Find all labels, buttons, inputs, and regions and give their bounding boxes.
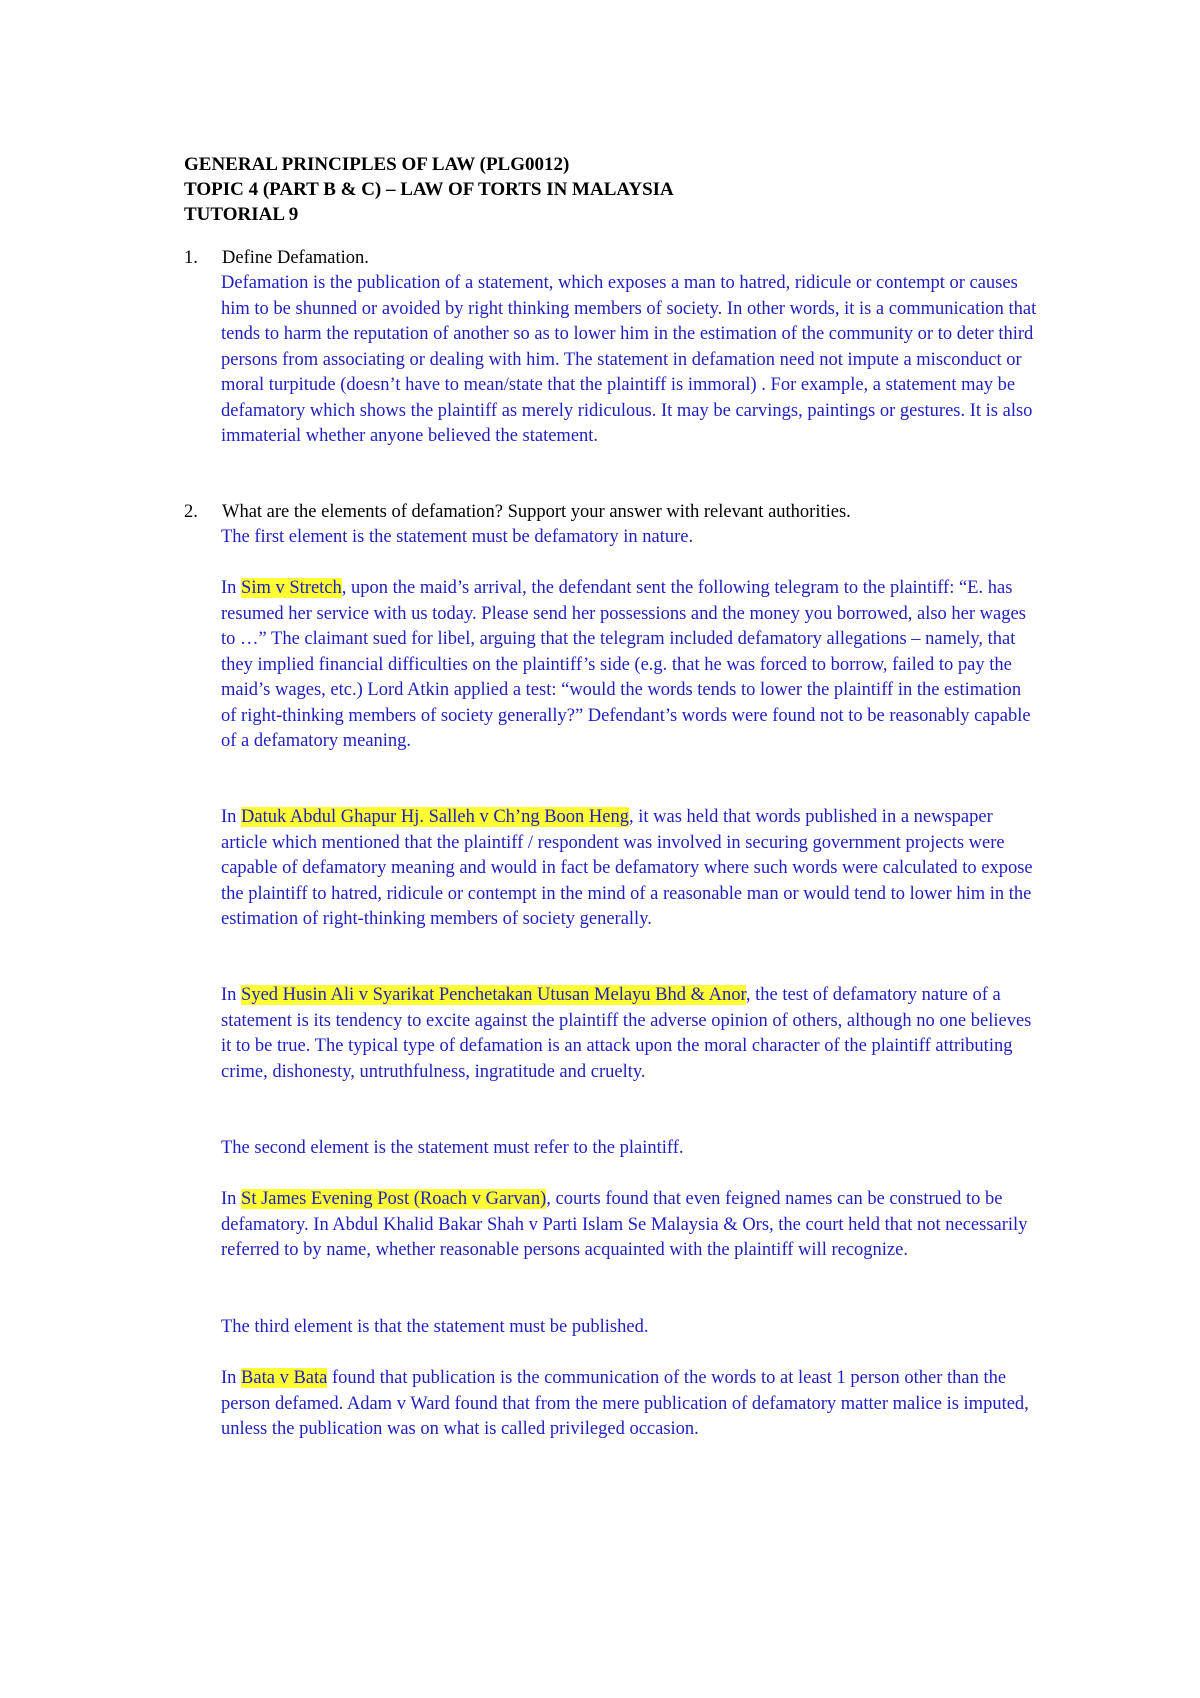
answer-paragraph: The third element is that the statement must be published. <box>221 1317 649 1337</box>
question-text: Define Defamation. <box>222 248 369 268</box>
case-name-highlight: Bata v Bata <box>241 1368 328 1388</box>
case-datuk-abdul-ghapur <box>221 805 1041 933</box>
answer-1 <box>221 271 1041 450</box>
question-2 <box>184 500 851 526</box>
answer-paragraph <box>221 983 1041 1085</box>
document-header <box>184 152 674 227</box>
element-1-text <box>221 525 1041 551</box>
case-bata-v-bata <box>221 1366 1041 1443</box>
case-text: , the test of defamatory nature of a statement is its tendency to excite against the plaintiff the adverse opinion of others, although no one believes it to be true. The typical type of defamation is an attack upon the moral character of the plaintiff attributing crime, dishonesty, untruthfulness, ingratitude and cruelty. <box>221 985 1032 1082</box>
topic-title: TOPIC 4 (PART B & C) – LAW OF TORTS IN MALAYSIA <box>184 179 674 200</box>
case-name-highlight: Syed Husin Ali v Syarikat Penchetakan Utusan Melayu Bhd & Anor <box>241 985 746 1005</box>
answer-paragraph: The first element is the statement must be defamatory in nature. <box>221 527 694 547</box>
case-prefix: In <box>221 1368 242 1388</box>
answer-paragraph: The second element is the statement must refer to the plaintiff. <box>221 1138 684 1158</box>
course-title: GENERAL PRINCIPLES OF LAW (PLG0012) <box>184 154 570 175</box>
case-name-highlight: Sim v Stretch <box>241 578 342 598</box>
case-prefix: In <box>221 578 242 598</box>
case-text: found that publication is the communication of the words to at least 1 person other than the person defamed. Adam v Ward found that from the mere publication of defamatory matter malice is imputed, unless the publication was on what is called privileged occasion. <box>221 1368 1029 1439</box>
case-text: , courts found that even feigned names can be construed to be defamatory. In Abdul Khalid Bakar Shah v Parti Islam Se Malaysia & Ors, the court held that not necessarily referred to by name, whether reasonable persons acquainted with the plaintiff will recognize. <box>221 1189 1028 1260</box>
answer-paragraph: Defamation is the publication of a statement, which exposes a man to hatred, ridicule or contempt or causes him to be shunned or avoided by right thinking members of society. In other words, it is a communication that tends to harm the reputation of another so as to lower him in the estimation of the community or to deter third persons from associating or dealing with him. The statement in defamation need not impute a misconduct or moral turpitude (doesn’t have to mean/state that the plaintiff is immoral) . For example, a statement may be defamatory which shows the plaintiff as merely ridiculous. It may be carvings, paintings or gestures. It is also immaterial whether anyone believed the statement. <box>221 273 1037 446</box>
tutorial-title: TUTORIAL 9 <box>184 204 299 225</box>
case-text: , upon the maid’s arrival, the defendant sent the following telegram to the plaintiff: “E. has resumed her service with us today. Please send her possessions and the money you borrowed, also her wages to …” The claimant sued for libel, arguing that the telegram included defamatory allegations – namely, that they implied financial difficulties on the plaintiff’s side (e.g. that he was forced to borrow, failed to pay the maid’s wages, etc.) Lord Atkin applied a test: “would the words tends to lower the plaintiff in the estimation of right-thinking members of society generally?” Defendant’s words were found not to be reasonably capable of a defamatory meaning. <box>221 578 1031 751</box>
question-text: What are the elements of defamation? Support your answer with relevant authorities. <box>222 502 851 522</box>
case-sim-v-stretch <box>221 576 1041 755</box>
case-prefix: In <box>221 807 242 827</box>
case-syed-husin-ali <box>221 983 1041 1085</box>
question-number: 2. <box>184 502 198 522</box>
case-text: , it was held that words published in a newspaper article which mentioned that the plaintiff / respondent was involved in securing government projects were capable of defamatory meaning and would in fact be defamatory where such words were calculated to expose the plaintiff to hatred, ridicule or contempt in the mind of a reasonable man or would tend to lower him in the estimation of right-thinking members of society generally. <box>221 807 1033 929</box>
case-name-highlight: Datuk Abdul Ghapur Hj. Salleh v Ch’ng Boon Heng <box>241 807 629 827</box>
case-prefix: In <box>221 1189 242 1209</box>
case-prefix: In <box>221 985 242 1005</box>
element-3-text <box>221 1315 1041 1341</box>
element-2-text <box>221 1136 1041 1162</box>
case-st-james-evening-post <box>221 1187 1041 1264</box>
answer-paragraph <box>221 805 1041 933</box>
answer-paragraph <box>221 1187 1041 1264</box>
case-name-highlight: St James Evening Post (Roach v Garvan) <box>241 1189 547 1209</box>
answer-paragraph <box>221 576 1041 755</box>
question-1 <box>184 246 369 272</box>
question-number: 1. <box>184 248 198 268</box>
answer-paragraph <box>221 1366 1041 1443</box>
